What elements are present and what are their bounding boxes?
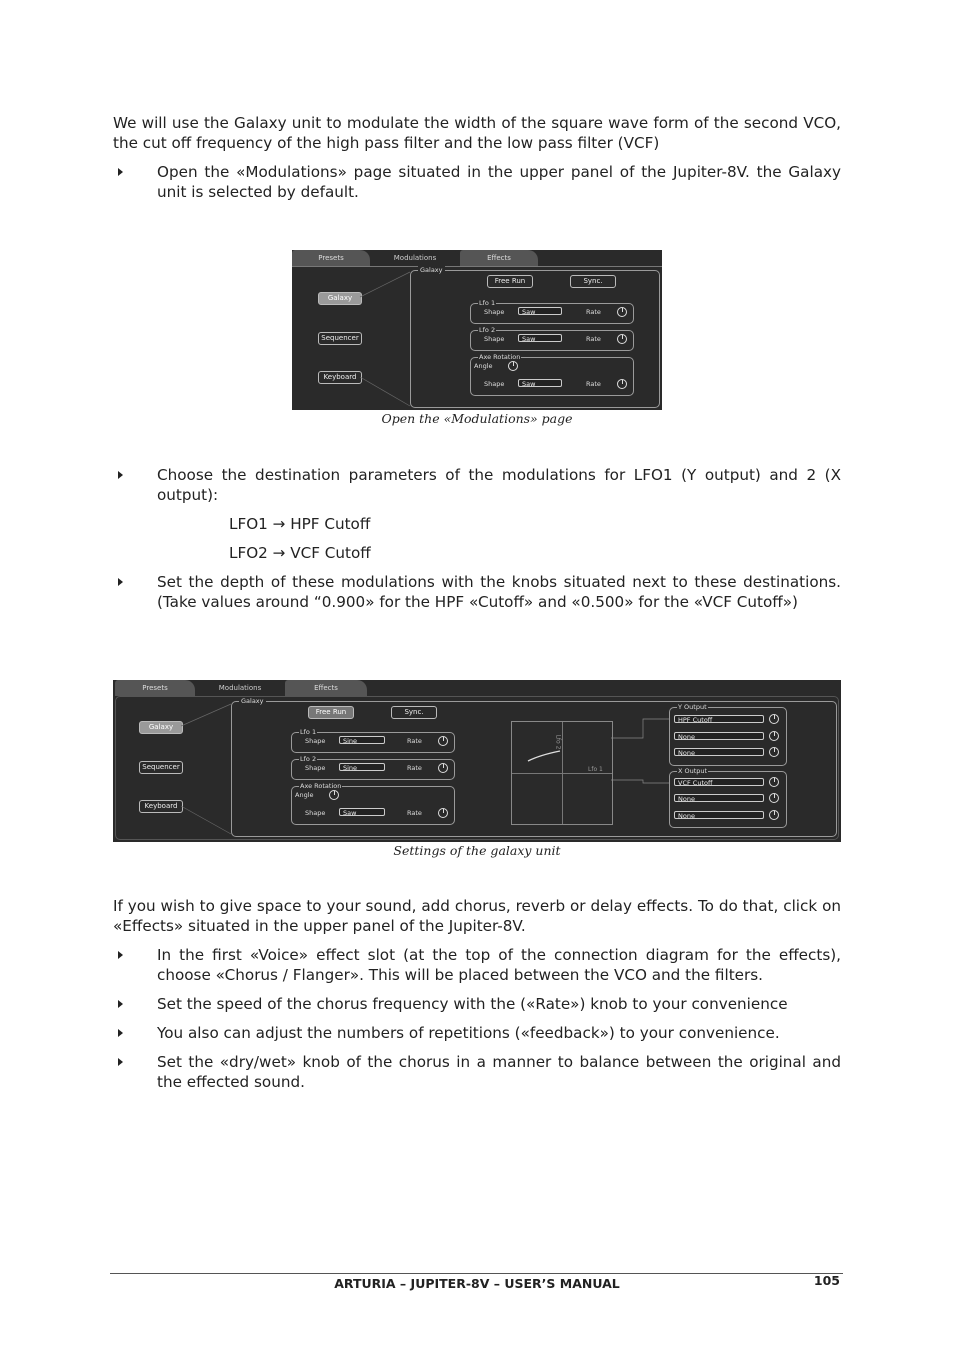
x-dest-1-field[interactable]: VCF Cutoff xyxy=(674,778,764,786)
tab-modulations[interactable]: Modulations xyxy=(370,250,460,266)
tab-effects[interactable]: Effects xyxy=(285,680,367,696)
axe-shape-field[interactable]: Saw xyxy=(339,808,385,816)
free-run-button[interactable]: Free Run xyxy=(308,706,354,719)
bullet-text: Open the «Modulations» page situated in the upper panel of the Jupiter-8V. the Galaxy unit is selected by default. xyxy=(157,163,841,201)
bullet-arrow-icon xyxy=(118,168,123,176)
x-dest-3-field[interactable]: None xyxy=(674,811,764,819)
lfo2-label: Lfo 2 xyxy=(300,755,317,763)
angle-label: Angle xyxy=(295,791,314,799)
axe-rotation-label: Axe Rotation xyxy=(479,353,521,361)
keyboard-button[interactable]: Keyboard xyxy=(318,371,362,384)
footer-rule xyxy=(110,1273,843,1274)
lfo2-shape-field[interactable]: Saw xyxy=(518,334,562,342)
bullet-arrow-icon xyxy=(118,951,123,959)
intro-paragraph: We will use the Galaxy unit to modulate the width of the square wave form of the second VCO, the cut off frequency of the high pass filter and the low pass filter (VCF) xyxy=(113,114,841,152)
bullet-feedback xyxy=(113,1024,841,1044)
bullet-text: You also can adjust the numbers of repetitions («feedback») to your convenience. xyxy=(157,1024,780,1042)
figure1-caption: Open the «Modulations» page xyxy=(381,411,573,426)
axe-shape-label: Shape xyxy=(305,809,326,817)
y-dest-3-field[interactable]: None xyxy=(674,748,764,756)
bullet-open-modulations xyxy=(113,163,841,202)
galaxy-label: Galaxy xyxy=(420,266,443,274)
sequencer-button[interactable]: Sequencer xyxy=(139,761,183,774)
axe-shape-label: Shape xyxy=(484,380,505,388)
bullet-text: Set the speed of the chorus frequency with the («Rate») knob to your convenience xyxy=(157,995,788,1013)
bullet-choose-destination xyxy=(113,466,841,505)
lfo1-rate-label: Rate xyxy=(586,308,601,316)
lfo1-label: Lfo 1 xyxy=(300,728,317,736)
lfo1-label: Lfo 1 xyxy=(479,299,496,307)
lfo2-mapping: LFO2 → VCF Cutoff xyxy=(229,544,371,562)
tab-effects[interactable]: Effects xyxy=(460,250,538,266)
lfo1-shape-label: Shape xyxy=(305,737,326,745)
plot-x-label: Lfo 1 xyxy=(588,766,603,773)
tab-presets[interactable]: Presets xyxy=(292,250,370,266)
bullet-set-depth xyxy=(113,573,841,612)
footer-title: ARTURIA – JUPITER-8V – USER’S MANUAL xyxy=(334,1276,620,1291)
lfo2-rate-label: Rate xyxy=(407,764,422,772)
page-number: 105 xyxy=(813,1273,840,1288)
axe-rate-label: Rate xyxy=(407,809,422,817)
bullet-arrow-icon xyxy=(118,471,123,479)
bullet-arrow-icon xyxy=(118,1058,123,1066)
plot-y-label: Lfo 2 xyxy=(554,734,562,750)
lfo1-shape-field[interactable]: Saw xyxy=(518,307,562,315)
lfo2-shape-field[interactable]: Sine xyxy=(339,763,385,771)
galaxy-button[interactable]: Galaxy xyxy=(318,292,362,305)
bullet-arrow-icon xyxy=(118,1000,123,1008)
lfo2-shape-label: Shape xyxy=(305,764,326,772)
lfo2-rate-label: Rate xyxy=(586,335,601,343)
sync-button[interactable]: Sync. xyxy=(391,706,437,719)
bullet-voice-slot xyxy=(113,946,841,985)
bullet-chorus-rate xyxy=(113,995,841,1015)
bullet-text: In the first «Voice» effect slot (at the top of the connection diagram for the effects), choose «Chorus / Flanger». This will be placed between the VCO and the filters. xyxy=(157,946,841,984)
bullet-text: Set the depth of these modulations with the knobs situated next to these destinations. (Take values around “0.900» for the HPF «Cutoff» and «0.500» for the «VCF Cutoff») xyxy=(157,573,841,611)
x-dest-2-field[interactable]: None xyxy=(674,794,764,802)
lfo1-rate-label: Rate xyxy=(407,737,422,745)
bullet-text: Set the «dry/wet» knob of the chorus in a manner to balance between the original and the effected sound. xyxy=(157,1053,841,1091)
axe-rate-label: Rate xyxy=(586,380,601,388)
y-dest-1-field[interactable]: HPF Cutoff xyxy=(674,715,764,723)
galaxy-label: Galaxy xyxy=(241,697,264,705)
angle-label: Angle xyxy=(474,362,493,370)
modulations-screenshot xyxy=(292,250,662,410)
lfo2-shape-label: Shape xyxy=(484,335,505,343)
tab-presets[interactable]: Presets xyxy=(115,680,195,696)
figure2-caption: Settings of the galaxy unit xyxy=(393,843,561,858)
y-output-label: Y Output xyxy=(678,703,707,711)
bullet-text: Choose the destination parameters of the modulations for LFO1 (Y output) and 2 (X output): xyxy=(157,466,841,504)
bullet-dry-wet xyxy=(113,1053,841,1092)
lfo2-label: Lfo 2 xyxy=(479,326,496,334)
effects-intro-paragraph: If you wish to give space to your sound, add chorus, reverb or delay effects. To do that, click on «Effects» situated in the upper panel of the Jupiter-8V. xyxy=(113,897,841,935)
bullet-arrow-icon xyxy=(118,1029,123,1037)
galaxy-settings-screenshot xyxy=(113,680,841,842)
sync-button[interactable]: Sync. xyxy=(570,275,616,288)
lfo1-shape-field[interactable]: Sine xyxy=(339,736,385,744)
free-run-button[interactable]: Free Run xyxy=(487,275,533,288)
lfo1-mapping: LFO1 → HPF Cutoff xyxy=(229,515,371,533)
tab-modulations[interactable]: Modulations xyxy=(195,680,285,696)
x-output-label: X Output xyxy=(678,767,708,775)
galaxy-button[interactable]: Galaxy xyxy=(139,721,183,734)
bullet-arrow-icon xyxy=(118,578,123,586)
keyboard-button[interactable]: Keyboard xyxy=(139,800,183,813)
sequencer-button[interactable]: Sequencer xyxy=(318,332,362,345)
lfo1-shape-label: Shape xyxy=(484,308,505,316)
axe-rotation-label: Axe Rotation xyxy=(300,782,342,790)
axe-shape-field[interactable]: Saw xyxy=(518,379,562,387)
y-dest-2-field[interactable]: None xyxy=(674,732,764,740)
